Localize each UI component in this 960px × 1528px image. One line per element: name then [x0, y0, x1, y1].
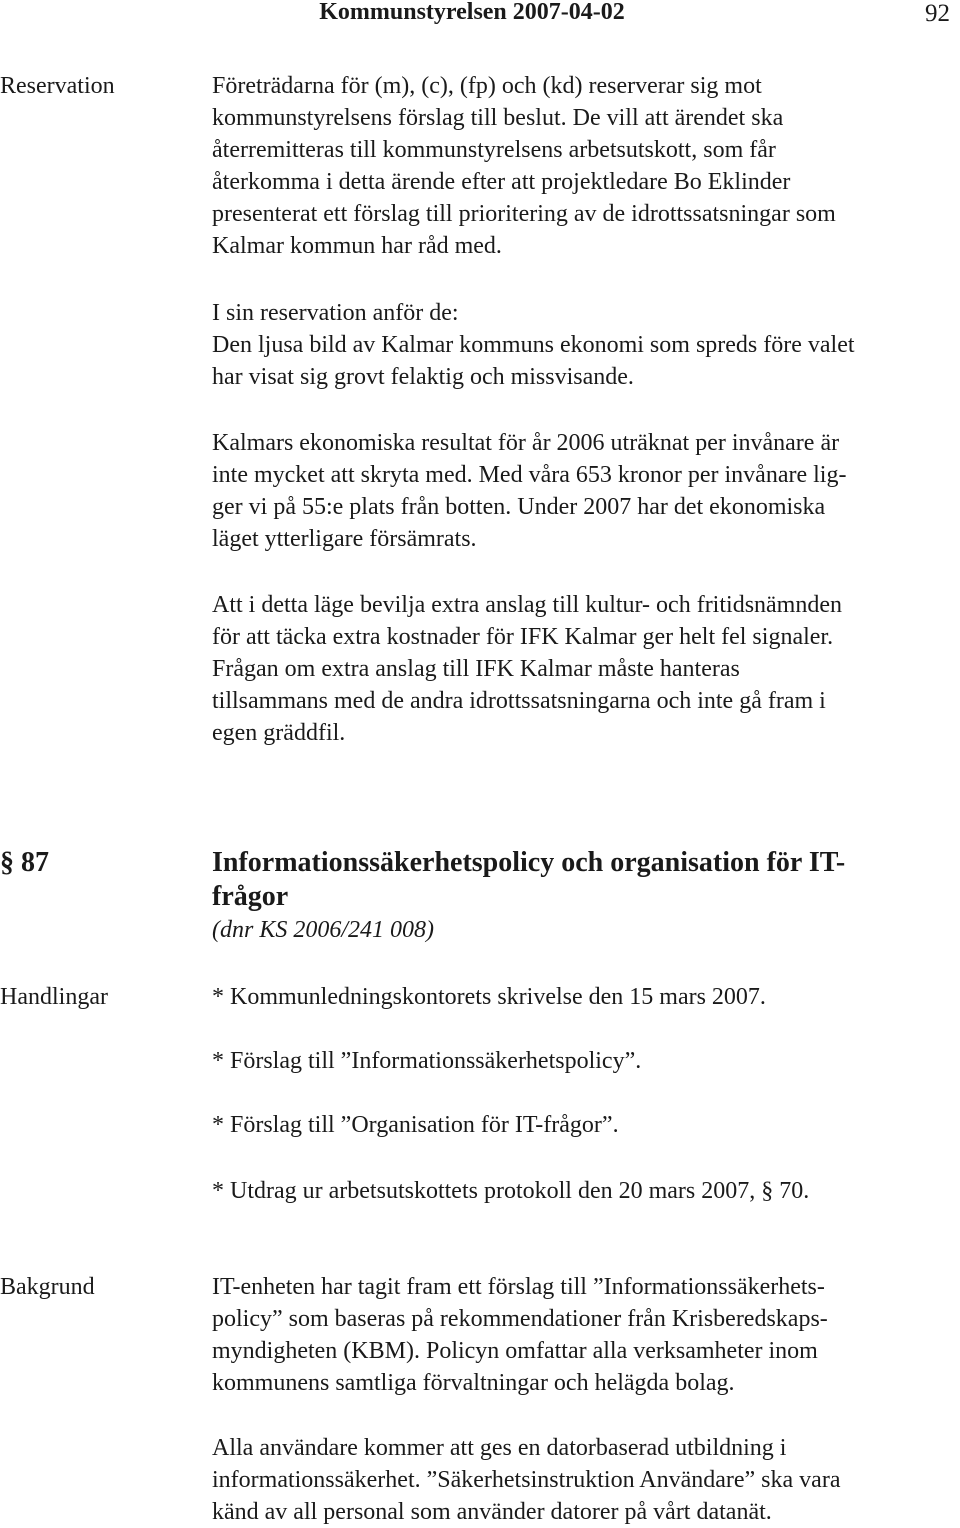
reservation-body-3: [212, 427, 956, 555]
reservation-paragraph-1: Företrädarna för (m), (c), (fp) och (kd) reserverar sig mot kommunstyrelsens förslag till beslut. De vill att ärendet ska återremitteras till kommunstyrelsens arbetsutskott, som får återkomma i detta ärende efter att projektledare Bo Eklinder presenterat ett förslag till prioritering av de idrottssatsningar som Kalmar kommun har råd med.: [212, 73, 836, 259]
section-number: § 87: [0, 847, 49, 878]
section-title: Informationssäkerhetspolicy och organisation för IT- frågor: [212, 847, 846, 912]
bakgrund-body-2: [212, 1432, 956, 1528]
reservation-paragraph-2: I sin reservation anför de: Den ljusa bild av Kalmar kommuns ekonomi som spreds före valet har visat sig grovt felaktig och missvisande.: [212, 300, 855, 390]
bakgrund-paragraph-2: Alla användare kommer att ges en datorbaserad utbildning i informationssäkerhet. ”Säkerhetsinstruktion Användare” ska vara känd av all personal som använder datorer på vårt datanät.: [212, 1435, 841, 1525]
bakgrund-paragraph-1: IT-enheten har tagit fram ett förslag till ”Informationssäkerhets- policy” som baseras på rekommendationer från Krisberedskaps- myndigheten (KBM). Policyn omfattar alla verksamheter inom kommunens samtliga förvaltningar och helägda bolag.: [212, 1274, 828, 1396]
reservation-body-4: [212, 589, 956, 749]
handlingar-item: * Utdrag ur arbetsutskottets protokoll den 20 mars 2007, § 70.: [212, 1178, 810, 1204]
page-number: 92: [925, 0, 950, 27]
reservation-paragraph-3: Kalmars ekonomiska resultat för år 2006 uträknat per invånare är inte mycket att skryta med. Med våra 653 kronor per invånare lig- ger vi på 55:e plats från botten. Under 2007 har det ekonomiska läget ytterligare försämrats.: [212, 430, 847, 552]
bakgrund-body: [212, 1271, 956, 1399]
reservation-body-2: [212, 297, 956, 393]
reservation-paragraph-4: Att i detta läge bevilja extra anslag till kultur- och fritidsnämnden för att täcka extra kostnader för IFK Kalmar ger helt fel signaler. Frågan om extra anslag till IFK Kalmar måste hanteras tillsammans med de andra idrottssatsningarna och inte gå fram i egen gräddfil.: [212, 592, 842, 746]
reservation-body: [212, 70, 956, 262]
bakgrund-label: Bakgrund: [0, 1274, 95, 1300]
reservation-label: Reservation: [0, 73, 115, 99]
handlingar-item: * Förslag till ”Informationssäkerhetspolicy”.: [212, 1048, 642, 1074]
section-dnr: (dnr KS 2006/241 008): [212, 917, 434, 943]
handlingar-label: Handlingar: [0, 984, 108, 1010]
header-title: Kommunstyrelsen 2007-04-02: [319, 0, 625, 25]
handlingar-item: * Kommunledningskontorets skrivelse den 15 mars 2007.: [212, 984, 766, 1010]
handlingar-item: * Förslag till ”Organisation för IT-frågor”.: [212, 1112, 619, 1138]
